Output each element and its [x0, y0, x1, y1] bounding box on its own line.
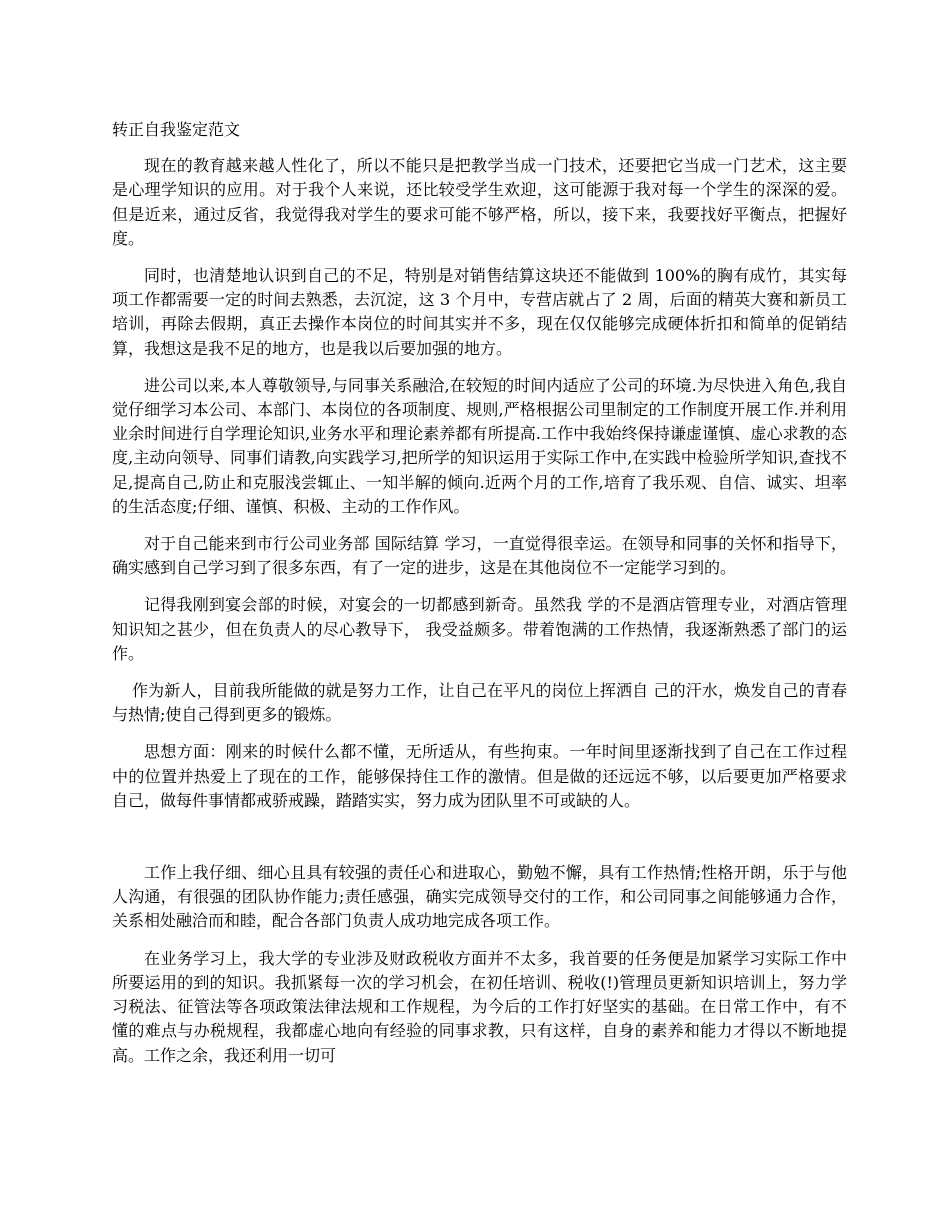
document-page: [112, 118, 847, 1081]
paragraph-thinking: 思想方面：刚来的时候什么都不懂，无所适从，有些拘束。一年时间里逐渐找到了自己在工作过程中的位置并热爱上了现在的工作，能够保持住工作的激情。但是做的还远远不够，以后要更加严格要求自己，做每件事情都戒骄戒躁，踏踏实实，努力成为团队里不可或缺的人。: [112, 742, 847, 810]
document-title: 转正自我鉴定范文: [112, 120, 241, 139]
section-gap: [112, 826, 847, 861]
paragraph-company-adaptation: 进公司以来,本人尊敬领导,与同事关系融洽,在较短的时间内适应了公司的环境.为尽快进入角色,我自觉仔细学习本公司、本部门、本岗位的各项制度、规则,严格根据公司里制定的工作制度开展工作.并利用业余时间进行自学理论知识,业务水平和理论素养都有所提高.工作中我始终保持谦虚谨慎、虚心求教的态度,主动向领导、同事们请教,向实践学习,把所学的知识运用于实际工作中,在实践中检验所学知识,查找不足,提高自己,防止和克服浅尝辄止、一知半解的倾向.近两个月的工作,培育了我乐观、自信、诚实、坦率的生活态度;仔细、谨慎、积极、主动的工作作风。: [112, 375, 847, 516]
paragraph-international-settlement: 对于自己能来到市行公司业务部 国际结算 学习，一直觉得很幸运。在领导和同事的关怀和指导下，确实感到自己学习到了很多东西，有了一定的进步，这是在其他岗位不一定能学习到的。: [112, 534, 847, 578]
paragraph-shortcomings: 同时，也清楚地认识到自己的不足，特别是对销售结算这块还不能做到 100%的胸有成竹，其实每项工作都需要一定的时间去熟悉，去沉淀，这 3 个月中，专营店就占了 2 周，后面的精英大赛和新员工培训，再除去假期，真正去操作本岗位的时间其实并不多，现在仅仅能够完成硬体折扣和简单的促销结算，我想这是我不足的地方，也是我以后要加强的地方。: [112, 266, 847, 358]
paragraph-newcomer: 作为新人，目前我所能做的就是努力工作，让自己在平凡的岗位上挥洒自 己的汗水，焕发自己的青春与热情;使自己得到更多的锻炼。: [112, 681, 847, 725]
paragraph-business-study: 在业务学习上，我大学的专业涉及财政税收方面并不太多，我首要的任务便是加紧学习实际工作中所要运用的到的知识。我抓紧每一次的学习机会，在初任培训、税收(!)管理员更新知识培训上，努力学习税法、征管法等各项政策法律法规和工作规程，为今后的工作打好坚实的基础。在日常工作中，有不懂的难点与办税规程，我都虚心地向有经验的同事求教，只有这样，自身的素养和能力才得以不断地提高。工作之余，我还利用一切可: [112, 948, 847, 1065]
paragraph-work-attitude: 工作上我仔细、细心且具有较强的责任心和进取心，勤勉不懈，具有工作热情;性格开朗，乐于与他人沟通，有很强的团队协作能力;责任感强，确实完成领导交付的工作，和公司同事之间能够通力合作，关系相处融洽而和睦，配合各部门负责人成功地完成各项工作。: [112, 863, 847, 931]
paragraph-education: 现在的教育越来越人性化了，所以不能只是把教学当成一门技术，还要把它当成一门艺术，这主要是心理学知识的应用。对于我个人来说，还比较受学生欢迎，这可能源于我对每一个学生的深深的爱。但是近来，通过反省，我觉得我对学生的要求可能不够严格，所以，接下来，我要找好平衡点，把握好度。: [112, 156, 847, 248]
paragraph-banquet-department: 记得我刚到宴会部的时候，对宴会的一切都感到新奇。虽然我 学的不是酒店管理专业，对酒店管理知识知之甚少，但在负责人的尽心教导下， 我受益颇多。带着饱满的工作热情，我逐渐熟悉了部门的运作。: [112, 595, 847, 663]
